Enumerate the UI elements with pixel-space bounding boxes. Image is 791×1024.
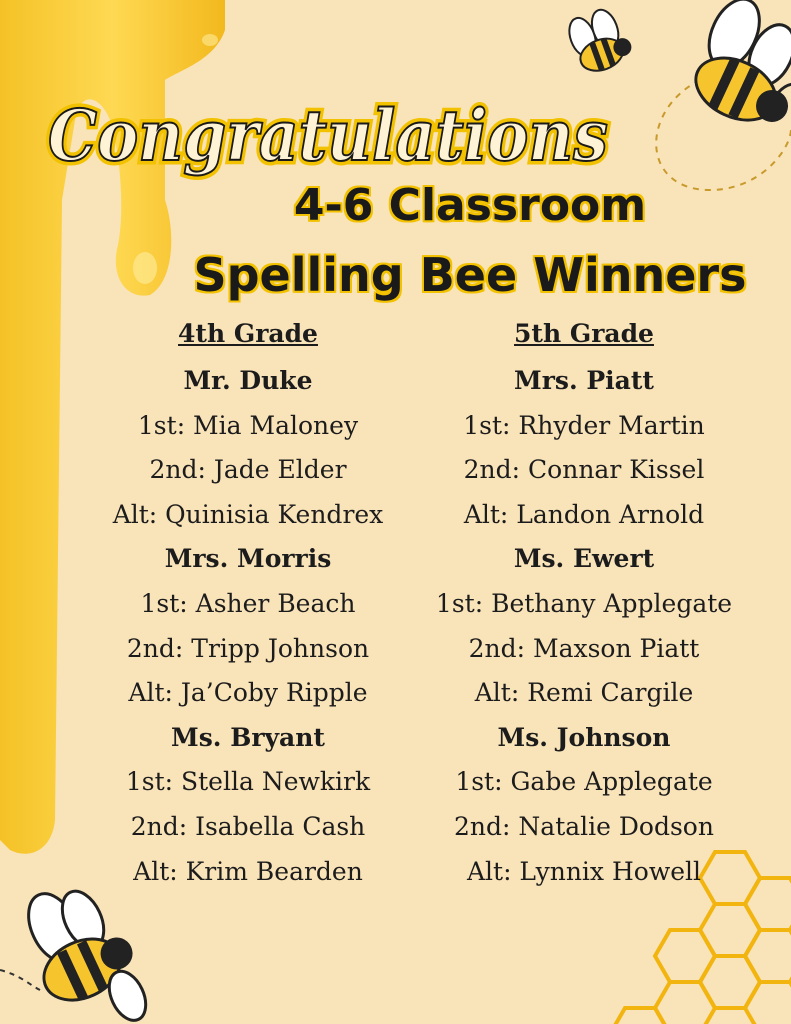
winner-entry: 1st: Gabe Applegate [455, 767, 713, 797]
heading-line-2: Spelling Bee Winners [193, 248, 747, 302]
winner-entry: 1st: Rhyder Martin [463, 410, 705, 440]
teacher-name: Ms. Johnson [497, 722, 671, 752]
teacher-name: Mr. Duke [183, 366, 313, 395]
winner-entry: 2nd: Connar Kissel [463, 455, 705, 485]
teacher-name: Mrs. Morris [164, 544, 332, 574]
winner-entry: 1st: Stella Newkirk [125, 767, 371, 797]
flight-path-2 [0, 970, 40, 990]
teacher-name: Ms. Bryant [171, 722, 325, 752]
winner-entry: 2nd: Natalie Dodson [454, 811, 714, 841]
winner-entry: 2nd: Isabella Cash [130, 811, 366, 841]
winner-entry: Alt: Krim Bearden [133, 856, 363, 886]
winner-entry: Alt: Quinisia Kendrex [112, 499, 384, 529]
congratulations-outline: Congratulations [48, 94, 608, 177]
winner-entry: Alt: Remi Cargile [474, 678, 694, 708]
heading-line-1: 4-6 Classroom [293, 180, 647, 231]
teacher-name: Mrs. Piatt [514, 366, 654, 395]
winner-entry: 2nd: Maxson Piatt [468, 633, 700, 663]
winner-entry: Alt: Landon Arnold [463, 499, 705, 529]
congratulations-text: Congratulations [48, 94, 608, 177]
bee-icon [681, 0, 791, 139]
winner-entry: Alt: Lynnix Howell [466, 856, 702, 886]
winner-entry: Alt: Ja’Coby Ripple [128, 678, 368, 708]
teacher-name: Ms. Ewert [513, 544, 655, 574]
winner-entry: 1st: Bethany Applegate [435, 588, 733, 618]
bee-icon [564, 4, 636, 77]
grade-heading: 4th Grade [178, 319, 318, 348]
winner-entry: 2nd: Tripp Johnson [126, 633, 370, 663]
winner-entry: 1st: Mia Maloney [137, 410, 359, 440]
winner-entry: 1st: Asher Beach [140, 588, 356, 618]
column-5th-grade [419, 315, 749, 894]
grade-heading: 5th Grade [514, 319, 654, 348]
column-4th-grade [83, 315, 413, 894]
winner-entry: 2nd: Jade Elder [149, 455, 347, 485]
